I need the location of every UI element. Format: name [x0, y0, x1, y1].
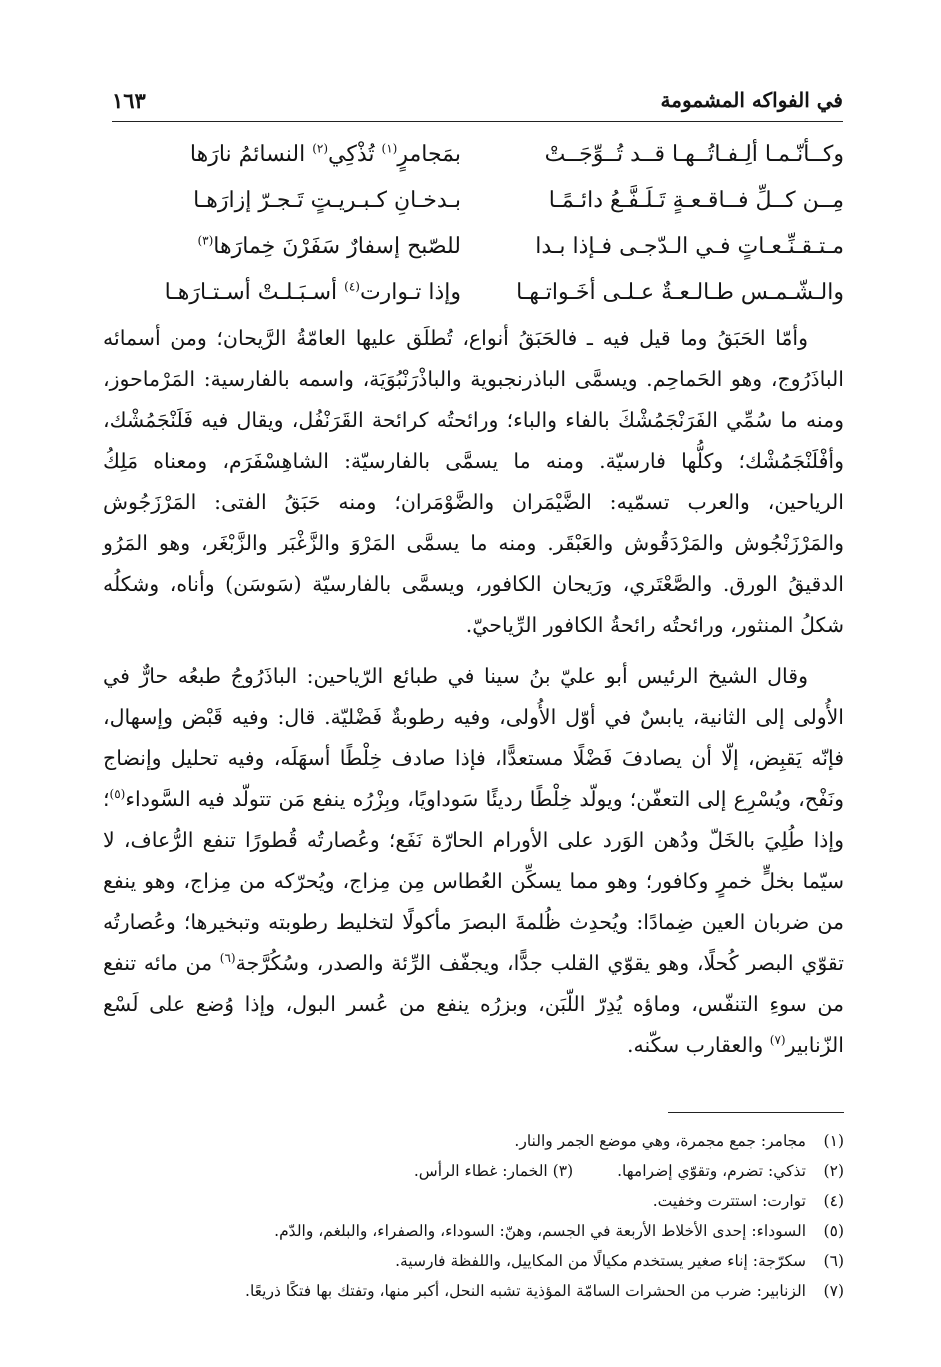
footnote — [103, 1216, 844, 1246]
paragraph-text: ؛ وإذا طُلِيَ بالخَلّ ودُهن الوَرد على الأورام الحارّة نَفَع؛ وعُصارتُه قُطورًا تنفع الرُّعاف، لا سيّما بخلٍّ خمرٍ وكافور؛ وهو مما يسكِّن العُطاس مِن مِزاج، ويُحرّكه من مِزاج، وهو ينفع من ضربان العين ضِمادًا: ويُحدِث ظُلمةَ البصرَ مأكولًا لتخليط رطوبته وتبخيرها؛ وعُصارتُه تقوّي البصر كُحلًا، وهو يقوّي القلب جدًّا، ويجفّف الرِّئة والصدر، وسُكُرَّجة — [103, 787, 844, 975]
paragraph-text: وقال الشيخ الرئيس أبو عليّ بنُ سينا في طبائع الرّياحين: الباذَرُوجُ طبعُه حارٌّ في الأُولى إلى الثانية، يابسٌ في أوّل الأُولى، وفيه رطوبةٌ فَضْليّة. قال: وفيه قَبْض وإسهال، فإنّه يَقبِض، إلّا أن يصادفَ فَضْلًا مستعدًّا، فإذا صادف خِلْطًا أسهَلَه، وفيه تحليل وإنضاج ونَفْح، ويُسْرِع إلى التعفّن؛ ويولّد خِلْطًا رديئًا سَوداويًا، وبِزْرُه ينفع مَن تتولّد فيه السَّوداء — [103, 664, 844, 811]
footnote-marker: (٦) — [219, 951, 236, 966]
hemistich-text: أسـبَـلـتْ أسـتـارَهـا — [164, 280, 345, 305]
poem-verse — [160, 136, 844, 182]
paragraph-text: من مائه تنفع من سوءِ التنفّس، وماؤه يُدِرّ اللّبَن، وبزرُه ينفع من عُسر البول، وإذا وُضع على لَسْع الزّنابير — [103, 951, 844, 1057]
footnote — [103, 1276, 844, 1306]
second-hemistich — [197, 234, 461, 259]
footnote-number: (٥) — [823, 1222, 844, 1240]
footnote-text: الخمار: غطاء الرأس. — [413, 1162, 548, 1180]
footnotes — [103, 1126, 844, 1306]
footnote-text: الزنابير: ضرب من الحشرات السامّة المؤذية تشبه النحل، أكبر منها، وتفتك بها فتكًا ذريعًا. — [245, 1282, 806, 1300]
hemistich-text: وإذا تـوارت — [359, 280, 461, 305]
second-hemistich: بـدخـانِ كـبـريـتٍ تَـجـرّ إزارَهـا — [193, 188, 461, 213]
body-text — [103, 318, 844, 1066]
first-hemistich: وكــأنّـمـا ألِـفـاتُــهـا قــد تُــوِّجَــتْ — [544, 142, 844, 167]
first-hemistich: والـشّـمـس طـالـعـةٌ عـلـى أخَـواتـهـا — [516, 280, 844, 305]
footnote-marker: (٥) — [109, 787, 126, 802]
footnote — [103, 1186, 844, 1216]
footnote-number: (٣) — [552, 1162, 574, 1180]
footnote-number: (٦) — [823, 1252, 844, 1270]
footnote-rule — [668, 1112, 844, 1113]
footnote-text: توارت: استترت وخفيت. — [652, 1192, 806, 1210]
poem-verse — [160, 274, 844, 320]
footnote-text: سكرّجة: إناء صغير يستخدم مكيالًا من المكاييل، واللفظة فارسية. — [395, 1252, 806, 1270]
footnote-marker: (٣) — [197, 233, 214, 248]
hemistich-text: النسائمُ نارَها — [189, 142, 313, 167]
poem-verse — [160, 228, 844, 274]
hemistich-text: بمَجامرٍ — [397, 142, 461, 167]
footnote-marker: (١) — [381, 141, 398, 156]
hemistich-text: تُذْكِي — [328, 142, 382, 167]
footnote-number: (١) — [823, 1132, 844, 1150]
paragraph-text: والعقارب سكّنه. — [626, 1033, 770, 1057]
footnote-text: السوداء: إحدى الأخلاط الأربعة في الجسم، وهنّ: السوداء، والصفراء، والبلغم، والدّم. — [274, 1222, 806, 1240]
footnote-marker: (٢) — [312, 141, 329, 156]
paragraph-basil: وأمّا الحَبَقُ وما قيل فيه ـ فالحَبَقُ أنواع، تُطلَق عليها العامّةُ الرَّيحان؛ ومن أسمائه الباذَرُوج، وهو الحَماحِم. ويسمَّى الباذرنجبوية والباذْرَنْبُوَيَة، واسمه بالفارسية: المَرْماحوز، ومنه ما سُمِّي الفَرَنْجَمُشْكَ بالفاء والباء؛ ورائحتُه كرائحة القَرَنْفُل، ويقال فيه فَلَنْجَمُشْك، وأفْلَنْجَمُشْك؛ وكلُّها فارسيّة. ومنه ما يسمَّى بالفارسيّة: الشاهِسْفَرَم، ومعناه مَلِكُ الرياحين، والعرب تسمّيه: الضَّيْمَران والضَّوْمَران؛ ومنه حَبَقُ الفتى: المَرْزَجُوش والمَرْزَنْجُوش والمَرْدَقُوش والعَبْقَر. ومنه ما يسمَّى المَرْوَ والزَّغْبَر والزَّبْغَر، وهو المَرُو الدقيقُ الورق. والصَّعْتَري، ورَيحان الكافور، ويسمَّى بالفارسيّة (سَوسَن) وأناه، وشكلُه شكلُ المنثور، ورائحتُه رائحةُ الكافور الرِّياحيّ. — [103, 326, 844, 637]
footnote-marker: (٤) — [344, 279, 360, 294]
first-hemistich: مـتـقـنِّـعـاتٍ فـي الـدّجـى فـإذا بـدا — [535, 234, 844, 259]
second-hemistich — [165, 280, 461, 305]
first-hemistich: مِــن كــلِّ فــاقـعـةٍ تَـلَـفَّـعُ دائـمًـا — [548, 188, 844, 213]
footnote — [103, 1126, 844, 1156]
running-title: في الفواكه المشمومة — [660, 88, 843, 112]
page-header — [112, 88, 843, 122]
footnote — [103, 1156, 844, 1186]
footnote-number: (٤) — [823, 1192, 844, 1210]
footnote-number: (٢) — [823, 1162, 844, 1180]
page-number: ١٦٣ — [112, 88, 146, 113]
poem — [160, 136, 844, 320]
footnote-text: تذكي: تضرم، وتقوّي إضرامها. — [617, 1162, 806, 1180]
poem-verse — [160, 182, 844, 228]
footnote-number: (٧) — [823, 1282, 844, 1300]
footnote-marker: (٧) — [769, 1033, 786, 1048]
hemistich-text: للصّبح إسفارٌ سَفَرْنَ خِمارَها — [213, 234, 461, 259]
header-rule — [112, 121, 843, 122]
footnote — [103, 1246, 844, 1276]
second-hemistich — [190, 142, 461, 167]
paragraph-ibn-sina — [103, 656, 844, 1066]
footnote-text: مجامر: جمع مجمرة، وهي موضع الجمر والنار. — [514, 1132, 806, 1150]
